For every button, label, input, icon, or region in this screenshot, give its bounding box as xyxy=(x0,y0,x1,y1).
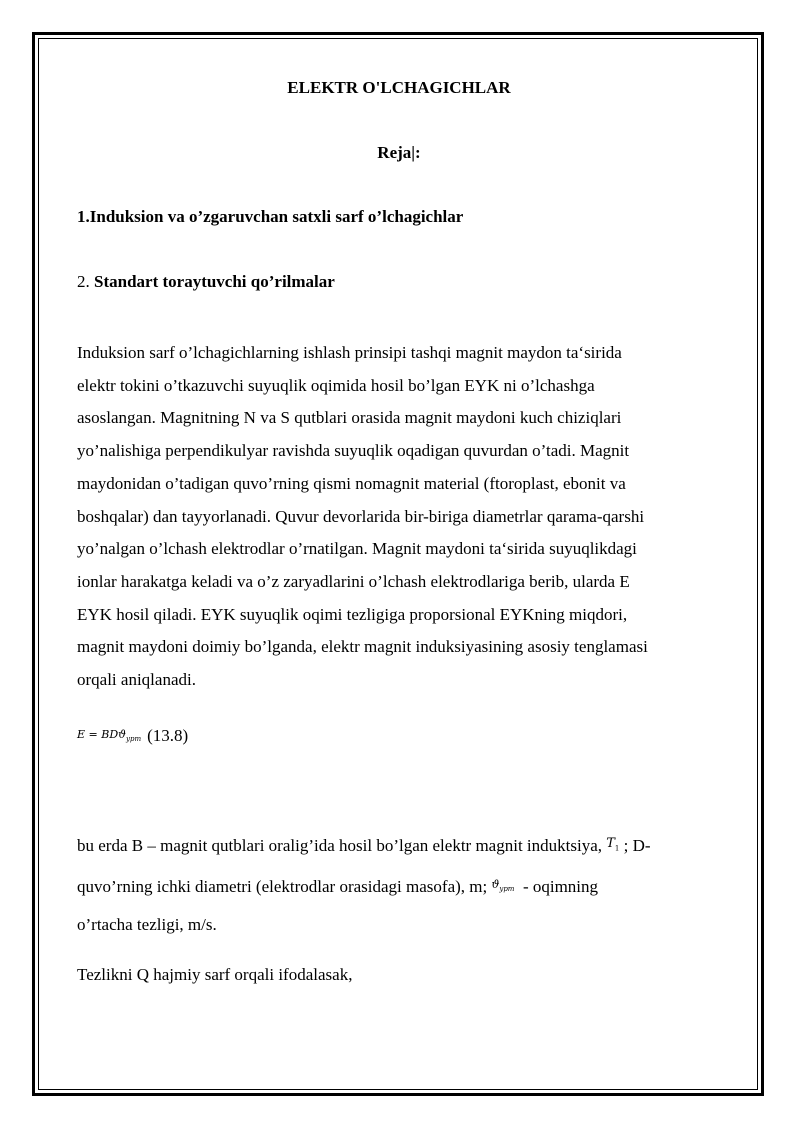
paragraph-line: bu erda B – magnit qutblari oralig’ida hosil bo’lgan elektr magnit induktsiya, $^{T_1}$ ; D- xyxy=(77,836,651,855)
paragraph-line: asoslangan. Magnitning N va S qutblari orasida magnit maydoni kuch chiziqlari xyxy=(77,408,622,428)
paragraph-line: boshqalar) dan tayyorlanadi. Quvur devorlarida bir-biriga diametrlar qarama-qarshi xyxy=(77,506,645,526)
paragraph-variable-definitions xyxy=(77,826,727,942)
plan-item-label: Standart toraytuvchi qo’rilmalar xyxy=(94,272,335,291)
paragraph-line: yo’nalgan o’lchash elektrodlar o’rnatilgan. Magnit maydoni ta‘sirida suyuqlikdagi xyxy=(77,539,637,559)
paragraph-induction-principle xyxy=(77,337,717,697)
paragraph-line: maydonidan o’tadigan quvo’rning qismi nomagnit material (ftoroplast, ebonit va xyxy=(77,473,626,493)
tesla-symbol: T1 xyxy=(606,836,620,853)
paragraph-line: elektr tokini o’tkazuvchi suyuqlik oqimida hosil bo’lgan EYK ni o’lchashga xyxy=(77,375,595,395)
paragraph-line: orqali aniqlanadi. xyxy=(77,670,196,690)
equation-13-8 xyxy=(77,726,188,746)
paragraph-line: yo’nalishiga perpendikulyar ravishda suyuqlik oqadigan quvurdan o’tadi. Magnit xyxy=(77,441,630,461)
paragraph-line: EYK hosil qiladi. EYK suyuqlik oqimi tezligiga proporsional EYKning miqdori, xyxy=(77,604,628,624)
plan-item-number: 2. xyxy=(77,272,94,291)
document-title: ELEKTR O'LCHAGICHLAR xyxy=(287,78,511,97)
plan-item-2 xyxy=(77,272,335,292)
velocity-symbol: ϑypm xyxy=(491,877,515,893)
paragraph-line: Induksion sarf o’lchagichlarning ishlash prinsipi tashqi magnit maydon ta‘sirida xyxy=(77,343,622,362)
paragraph-line: ionlar harakatga keladi va o’z zaryadlarini o’lchash elektrodlariga berib, ularda E xyxy=(77,571,630,591)
plan-item-1 xyxy=(77,207,463,227)
plan-item-number: 1. xyxy=(77,207,90,226)
paragraph-line: quvo’rning ichki diametri (elektrodlar orasidagi masofa), m; $^{ϑ_{ypm}}$ - oqimning xyxy=(77,876,599,896)
paragraph-volumetric-flow: Tezlikni Q hajmiy sarf orqali ifodalasak, xyxy=(77,965,353,984)
plan-item-label: Induksion va o’zgaruvchan satxli sarf o’lchagichlar xyxy=(89,207,464,226)
equation-expression: E = BDϑ$_{ypm}$ xyxy=(77,728,142,744)
plan-title: Reja|: xyxy=(377,143,421,162)
equation-number: (13.8) xyxy=(147,726,189,745)
paragraph-line: o’rtacha tezligi, m/s. xyxy=(77,914,217,934)
paragraph-line: magnit maydoni doimiy bo’lganda, elektr magnit induksiyasining asosiy tenglamasi xyxy=(77,637,648,657)
